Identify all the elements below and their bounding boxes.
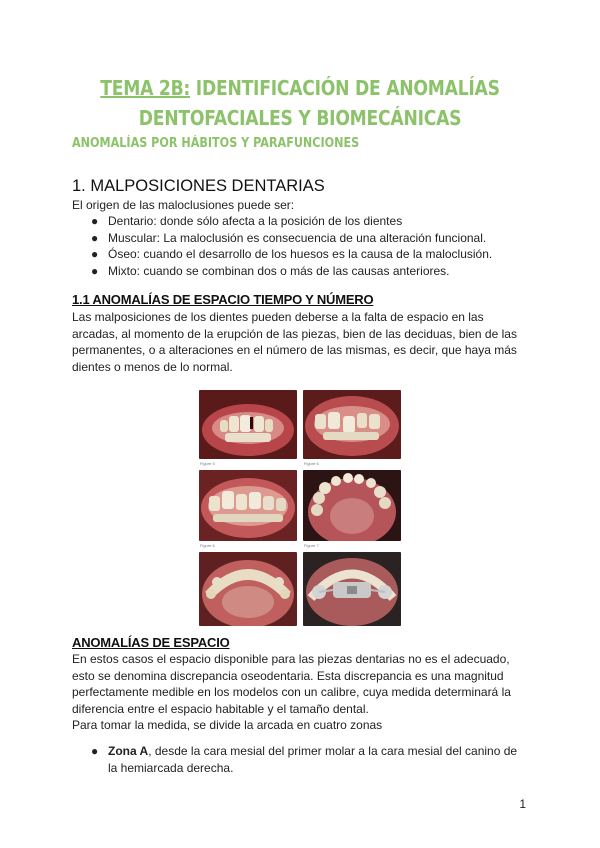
dental-photo-1	[199, 390, 297, 459]
bullet-icon: ●	[91, 230, 99, 245]
espacio-paragraph	[72, 651, 532, 734]
section-intro: El origen de las maloclusiones puede ser:	[72, 198, 295, 212]
paragraph-line: Para tomar la medida, se divide la arcada en cuatro zonas	[72, 718, 383, 732]
title-prefix: TEMA 2B:	[100, 76, 191, 100]
section-heading-espacio-tiempo-numero: 1.1 ANOMALÍAS DE ESPACIO TIEMPO Y NÚMERO	[72, 292, 374, 307]
bullet-icon: ●	[91, 263, 99, 278]
zone-text: , desde la cara mesial del primer molar a la cara mesial del canino de	[148, 744, 518, 758]
list-item-text: Muscular: La maloclusión es consecuencia de una alteración funcional.	[108, 230, 487, 245]
figure-caption: Figure 6	[200, 543, 215, 548]
zone-label: Zona A	[108, 744, 149, 758]
bullet-icon: ●	[91, 247, 99, 261]
paragraph-line: Las malposiciones de los dientes pueden deberse a la falta de espacio en las	[72, 310, 484, 324]
bullet-icon: ●	[91, 744, 99, 758]
list-item	[72, 246, 492, 263]
paragraph-line: diferencia entre el espacio habitable y el tamaño dental.	[72, 701, 369, 716]
document-subtitle: ANOMALÍAS POR HÁBITOS Y PARAFUNCIONES	[72, 136, 360, 151]
paragraph-line: arcadas, al momento de la erupción de las piezas, bien de las deciduas, bien de las	[72, 326, 517, 341]
paragraph-line: En estos casos el espacio disponible para las piezas dentarias no es el adecuado,	[72, 652, 510, 666]
list-item	[72, 213, 492, 230]
paragraph-line: permanentes, o a alteraciones en el número de las mismas, es decir, que haya más	[72, 343, 517, 357]
section-paragraph	[72, 309, 532, 375]
dental-photo-2	[303, 390, 401, 459]
zone-text-cont: la hemiarcada derecha.	[108, 760, 234, 775]
list-item	[72, 230, 492, 247]
bullet-icon: ●	[91, 214, 99, 228]
figure-caption: Figure 7	[304, 543, 319, 548]
figure-caption: Figure 5	[200, 461, 215, 466]
dental-photo-4	[303, 470, 401, 541]
paragraph-line: esto se denomina discrepancia oseodentaria. Esta discrepancia es una magnitud	[72, 668, 504, 683]
zones-list	[72, 743, 517, 776]
paragraph-line: perfectamente medible en los modelos con un calibre, cuya medida determinará la	[72, 685, 511, 699]
section-heading-malposiciones: 1. MALPOSICIONES DENTARIAS	[72, 177, 325, 195]
document-title-line1	[42, 76, 558, 100]
title-line1-rest: IDENTIFICACIÓN DE ANOMALÍAS	[190, 76, 500, 100]
dental-photo-6	[303, 552, 401, 626]
list-item	[72, 263, 492, 280]
origin-list	[72, 213, 492, 279]
list-item-text: Mixto: cuando se combinan dos o más de las causas anteriores.	[108, 263, 450, 278]
list-item-text: Dentario: donde sólo afecta a la posición de los dientes	[108, 214, 403, 228]
paragraph-line: dientes o menos de lo normal.	[72, 359, 233, 374]
list-item-text: Óseo: cuando el desarrollo de los huesos es la causa de la maloclusión.	[108, 247, 493, 261]
dental-photo-3	[199, 470, 297, 541]
section-heading-anomalias-espacio: ANOMALÍAS DE ESPACIO	[72, 635, 230, 650]
figure-caption: Figure 6	[304, 461, 319, 466]
page-number: 1	[519, 797, 526, 811]
dental-photo-5	[199, 552, 297, 626]
list-item	[72, 743, 517, 776]
document-title-line2: DENTOFACIALES Y BIOMECÁNICAS	[138, 106, 462, 130]
